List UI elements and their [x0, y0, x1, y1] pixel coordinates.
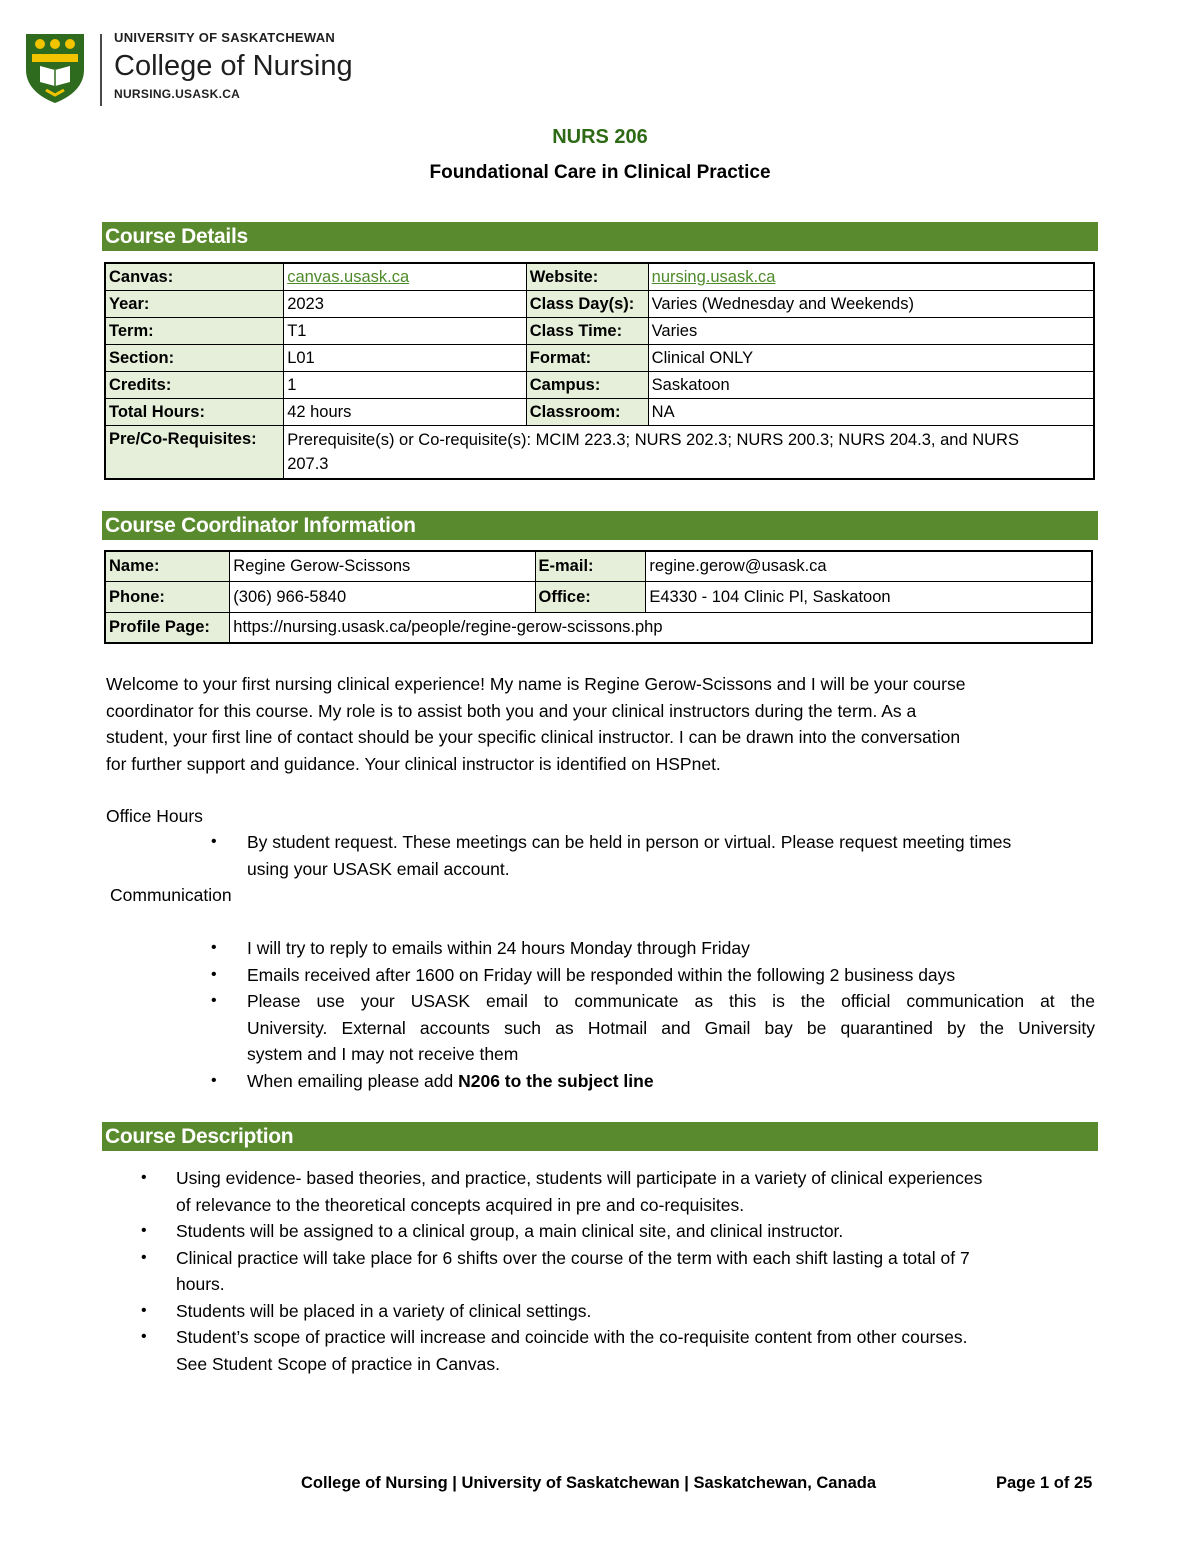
table-label: Class Day(s): — [526, 291, 648, 318]
table-value: 1 — [284, 372, 527, 399]
table-row — [105, 426, 1094, 480]
list-item-text: Clinical practice will take place for 6 shifts over the course of the term with each shift lasting a total of 7 — [176, 1247, 970, 1268]
canvas-link-cell — [284, 263, 527, 291]
list-item-text: Students will be placed in a variety of clinical settings. — [176, 1300, 592, 1321]
list-item — [211, 935, 1095, 962]
bullet-icon: • — [211, 833, 217, 850]
table-label: Section: — [105, 345, 284, 372]
list-item-text-bold: N206 to the subject line — [458, 1070, 654, 1091]
list-item — [211, 1068, 1095, 1095]
communication-list — [211, 935, 1095, 1094]
table-label: Campus: — [526, 372, 648, 399]
welcome-line: coordinator for this course. My role is to assist both you and your clinical instructors during the term. As a — [106, 700, 917, 721]
bullet-icon: • — [211, 1071, 217, 1089]
website-link-cell — [648, 263, 1094, 291]
prerequisites-line: 207.3 — [287, 455, 329, 473]
table-value: NA — [648, 399, 1094, 426]
course-description-list — [141, 1165, 1096, 1377]
table-row — [105, 263, 1094, 291]
table-label: Pre/Co-Requisites: — [105, 426, 284, 480]
table-value: Saskatoon — [648, 372, 1094, 399]
list-item-text: using your USASK email account. — [247, 858, 510, 879]
list-item — [141, 1245, 1096, 1298]
table-row — [105, 613, 1092, 644]
course-title: Foundational Care in Clinical Practice — [429, 162, 771, 183]
list-item — [211, 829, 1097, 882]
bullet-icon: • — [211, 939, 217, 956]
list-item — [141, 1298, 1096, 1325]
list-item-text: of relevance to the theoretical concepts acquired in pre and co-requisites. — [176, 1194, 745, 1215]
list-item-text: I will try to reply to emails within 24 hours Monday through Friday — [247, 938, 750, 958]
list-item-text: See Student Scope of practice in Canvas. — [176, 1353, 500, 1374]
table-value: L01 — [284, 345, 527, 372]
prerequisites-line: Prerequisite(s) or Co-requisite(s): MCIM 223.3; NURS 202.3; NURS 200.3; NURS 204.3, and NURS — [287, 431, 1019, 449]
table-row — [105, 372, 1094, 399]
prerequisites-value — [284, 426, 1094, 480]
bullet-icon: • — [141, 1169, 147, 1186]
table-label: Year: — [105, 291, 284, 318]
canvas-link[interactable]: canvas.usask.ca — [287, 268, 410, 286]
table-value: 42 hours — [284, 399, 527, 426]
table-label: Phone: — [105, 582, 230, 613]
table-value: Clinical ONLY — [648, 345, 1094, 372]
table-value: T1 — [284, 318, 527, 345]
coordinator-office: E4330 - 104 Clinic Pl, Saskatoon — [646, 582, 1092, 613]
list-item — [141, 1218, 1096, 1245]
table-label: Website: — [526, 263, 648, 291]
table-row — [105, 582, 1092, 613]
welcome-line: student, your first line of contact should be your specific clinical instructor. I can be drawn into the conversation — [106, 727, 961, 747]
list-item-text: University. External accounts such as Hotmail and Gmail bay be quarantined by the University — [247, 1017, 1095, 1038]
bullet-icon: • — [141, 1328, 147, 1345]
table-label: Credits: — [105, 372, 284, 399]
list-item — [141, 1324, 1096, 1377]
table-label: Office: — [535, 582, 646, 613]
list-item-text: Emails received after 1600 on Friday will be responded within the following 2 business days — [247, 964, 956, 985]
college-name: College of Nursing — [114, 50, 353, 82]
section-heading-course-details: Course Details — [102, 222, 1098, 251]
list-item-text: Using evidence- based theories, and practice, students will participate in a variety of clinical experiences — [176, 1168, 983, 1188]
table-row — [105, 345, 1094, 372]
coordinator-name: Regine Gerow-Scissons — [230, 551, 535, 582]
list-item-text — [247, 1068, 1095, 1095]
welcome-line: Welcome to your first nursing clinical experience! My name is Regine Gerow-Scissons and I will be your course — [106, 674, 966, 694]
table-label: Classroom: — [526, 399, 648, 426]
table-label: Name: — [105, 551, 230, 582]
table-row — [105, 399, 1094, 426]
page-number: Page 1 of 25 — [996, 1474, 1093, 1492]
university-name: UNIVERSITY OF SASKATCHEWAN — [114, 30, 336, 45]
table-row — [105, 291, 1094, 318]
table-value: 2023 — [284, 291, 527, 318]
coordinator-phone: (306) 966-5840 — [230, 582, 535, 613]
communication-heading: Communication — [110, 885, 232, 905]
table-label: E-mail: — [535, 551, 646, 582]
college-url: NURSING.USASK.CA — [114, 87, 241, 101]
logo-divider — [100, 34, 102, 106]
coordinator-profile-url[interactable]: https://nursing.usask.ca/people/regine-gerow-scissons.php — [230, 613, 1092, 644]
list-item-text: hours. — [176, 1274, 225, 1294]
table-label: Total Hours: — [105, 399, 284, 426]
table-value: Varies (Wednesday and Weekends) — [648, 291, 1094, 318]
bullet-icon: • — [141, 1248, 147, 1266]
coordinator-table — [104, 550, 1093, 644]
welcome-paragraph — [106, 671, 1096, 777]
list-item — [211, 988, 1095, 1068]
list-item-text: system and I may not receive them — [247, 1044, 519, 1064]
bullet-icon: • — [141, 1301, 147, 1319]
list-item-text-plain: When emailing please add — [247, 1070, 459, 1091]
list-item — [141, 1165, 1096, 1218]
footer-text: College of Nursing | University of Saskatchewan | Saskatchewan, Canada — [301, 1474, 876, 1492]
table-label: Class Time: — [526, 318, 648, 345]
section-heading-course-description: Course Description — [102, 1122, 1098, 1151]
university-crest-icon — [24, 32, 86, 104]
bullet-icon: • — [141, 1222, 147, 1239]
list-item-text: Please use your USASK email to communicate as this is the official communication at the — [247, 991, 1095, 1011]
welcome-line: for further support and guidance. Your clinical instructor is identified on HSPnet. — [106, 753, 721, 774]
college-logo — [24, 32, 353, 106]
course-code: NURS 206 — [552, 126, 648, 148]
section-heading-coordinator: Course Coordinator Information — [102, 511, 1098, 540]
course-details-table — [104, 262, 1095, 480]
list-item-text: By student request. These meetings can be held in person or virtual. Please request meeting times — [247, 832, 1012, 852]
table-row — [105, 318, 1094, 345]
office-hours-list — [211, 829, 1097, 882]
table-row — [105, 551, 1092, 582]
website-link[interactable]: nursing.usask.ca — [651, 268, 776, 286]
coordinator-email[interactable]: regine.gerow@usask.ca — [646, 551, 1092, 582]
table-value: Varies — [648, 318, 1094, 345]
list-item-text: Student’s scope of practice will increase and coincide with the co-requisite content from other courses. — [176, 1327, 968, 1347]
list-item-text: Students will be assigned to a clinical group, a main clinical site, and clinical instructor. — [176, 1221, 844, 1241]
bullet-icon: • — [211, 965, 217, 983]
bullet-icon: • — [211, 992, 217, 1009]
office-hours-heading: Office Hours — [106, 806, 203, 826]
table-label: Format: — [526, 345, 648, 372]
table-label: Profile Page: — [105, 613, 230, 644]
list-item — [211, 962, 1095, 989]
table-label: Term: — [105, 318, 284, 345]
table-label: Canvas: — [105, 263, 284, 291]
